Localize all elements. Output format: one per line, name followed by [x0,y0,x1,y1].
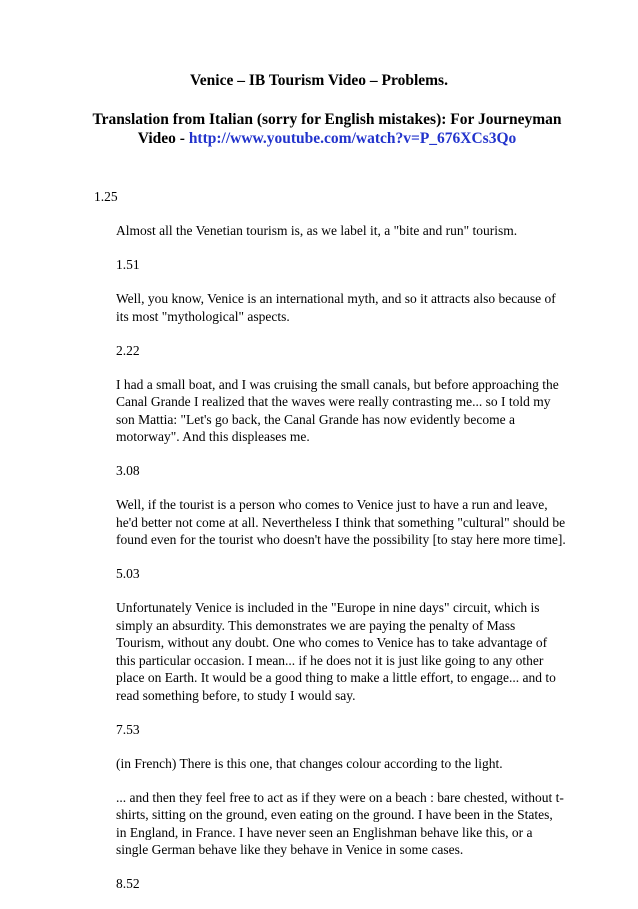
subtitle-text: Translation from Italian (sorry for English mistakes): For Journeyman Video - [92,111,562,147]
transcript-paragraph: Almost all the Venetian tourism is, as we label it, a "bite and run" tourism. [116,223,518,238]
document-title: Venice – IB Tourism Video – Problems. [190,72,448,89]
transcript-paragraph: ... and then they feel free to act as if they were on a beach : bare chested, without t-shirts, sitting on the ground, even eating on the ground. I have been in the States, in England, in France. I have never seen an Englishman behave like this, or a single German behave like they behave in Venice in some cases. [116,789,564,857]
transcript-paragraph: Well, if the tourist is a person who comes to Venice just to have a run and leave, he'd better not come at all. Nevertheless I think that something "cultural" should be found even for the tourist who doesn't have the possibility [to stay here more time]. [116,497,566,547]
transcript-paragraph: Well, you know, Venice is an international myth, and so it attracts also because of its most "mythological" aspects. [116,291,556,324]
youtube-link[interactable]: http://www.youtube.com/watch?v=P_676XCs3Qo [188,130,517,147]
document-subtitle [90,110,564,148]
transcript-body [116,222,566,909]
timestamp: 7.53 [116,721,140,737]
timestamp: 8.52 [116,876,140,891]
timestamp: 5.03 [116,566,140,581]
first-timestamp: 1.25 [94,189,118,204]
transcript-paragraph: (in French) There is this one, that changes colour according to the light. [116,755,503,771]
transcript-paragraph: I had a small boat, and I was cruising the small canals, but before approaching the Canal Grande I realized that the waves were really contrasting me... so I told my son Mattia: "Let's go back, the Canal Grande has now evidently become a motorway". And this displeases me. [116,376,559,444]
timestamp: 3.08 [116,463,140,478]
transcript-paragraph: Unfortunately Venice is included in the "Europe in nine days" circuit, which is simply an absurdity. This demonstrates we are paying the penalty of Mass Tourism, without any doubt. One who comes to Venice has to take advantage of this particular occasion. I mean... if he does not it is just like going to any other place on Earth. It would be a good thing to make a little effort, to engage... and to read something before, to study I would say. [116,600,556,703]
timestamp: 1.51 [116,257,140,272]
timestamp: 2.22 [116,342,140,358]
